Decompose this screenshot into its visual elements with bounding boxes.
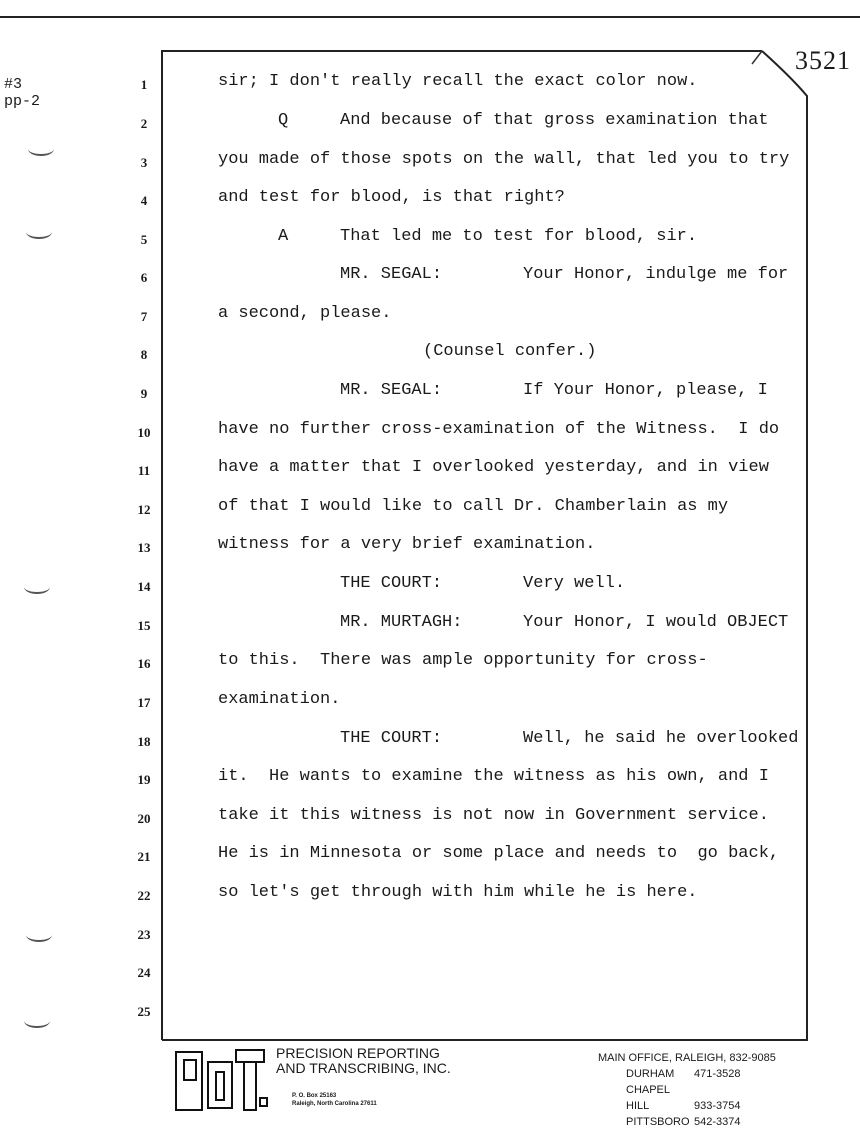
speaker-label: MR. MURTAGH: xyxy=(340,613,463,632)
speaker-label: MR. SEGAL: xyxy=(340,381,443,400)
line-number: 1 xyxy=(140,77,148,92)
office-row xyxy=(598,1082,776,1114)
line-number: 15 xyxy=(137,618,151,633)
office-row xyxy=(598,1114,776,1130)
transcript-line: have a matter that I overlooked yesterday, and in view xyxy=(218,458,769,477)
office-phone: 933-3754 xyxy=(694,1100,741,1112)
office-city: DURHAM xyxy=(626,1068,675,1080)
line-number: 10 xyxy=(137,425,151,440)
page-number: 3521 xyxy=(795,46,851,75)
transcript-line: of that I would like to call Dr. Chamberlain as my xyxy=(218,497,729,516)
company-logo xyxy=(172,1046,268,1114)
transcript-line: take it this witness is not now in Government service. xyxy=(218,806,769,825)
transcript-line: Well, he said he overlooked xyxy=(523,729,799,748)
line-number: 20 xyxy=(137,811,151,826)
transcript-line: you made of those spots on the wall, that led you to try xyxy=(218,150,790,169)
answer-marker: A xyxy=(278,227,289,246)
transcript-line: If Your Honor, please, I xyxy=(523,381,768,400)
speaker-label: THE COURT: xyxy=(340,574,443,593)
hole-punch-mark xyxy=(26,928,52,942)
address-line: P. O. Box 25163 xyxy=(292,1093,337,1099)
parenthetical: (Counsel confer.) xyxy=(423,342,597,361)
line-number: 16 xyxy=(137,656,151,671)
company-name-line: AND TRANSCRIBING, INC. xyxy=(276,1060,451,1076)
company-address xyxy=(292,1092,377,1108)
line-number: 9 xyxy=(140,386,148,401)
line-number: 17 xyxy=(137,695,151,710)
top-rule xyxy=(0,16,860,18)
office-list xyxy=(598,1050,776,1130)
line-number: 4 xyxy=(140,193,148,208)
company-name xyxy=(276,1046,451,1076)
margin-note: #3 xyxy=(4,76,23,93)
line-number: 13 xyxy=(137,540,151,555)
question-marker: Q xyxy=(278,111,289,130)
transcript-line: Your Honor, I would OBJECT xyxy=(523,613,789,632)
line-number: 2 xyxy=(140,116,148,131)
transcript-line: witness for a very brief examination. xyxy=(218,535,596,554)
line-number: 6 xyxy=(140,270,148,285)
hole-punch-mark xyxy=(24,1014,50,1028)
transcript-line: to this. There was ample opportunity for cross- xyxy=(218,651,708,670)
hole-punch-mark xyxy=(28,142,54,156)
speaker-label: MR. SEGAL: xyxy=(340,265,443,284)
transcript-line: He is in Minnesota or some place and needs to go back, xyxy=(218,844,780,863)
address-line: Raleigh, North Carolina 27611 xyxy=(292,1101,377,1107)
line-number: 11 xyxy=(137,463,151,478)
line-number: 14 xyxy=(137,579,151,594)
transcript-line: Very well. xyxy=(523,574,626,593)
transcript-line: and test for blood, is that right? xyxy=(218,188,565,207)
transcript-line: examination. xyxy=(218,690,341,709)
company-name-line: PRECISION REPORTING xyxy=(276,1045,440,1061)
office-row xyxy=(598,1066,776,1082)
line-number: 19 xyxy=(137,772,151,787)
speaker-label: THE COURT: xyxy=(340,729,443,748)
hole-punch-mark xyxy=(24,580,50,594)
transcript-line: it. He wants to examine the witness as his own, and I xyxy=(218,767,769,786)
line-number: 21 xyxy=(137,849,151,864)
line-number: 23 xyxy=(137,927,151,942)
line-number: 7 xyxy=(140,309,148,324)
transcript-line: a second, please. xyxy=(218,304,392,323)
line-number: 8 xyxy=(140,347,148,362)
line-number: 25 xyxy=(137,1004,151,1019)
line-number: 22 xyxy=(137,888,151,903)
transcript-line: sir; I don't really recall the exact color now. xyxy=(218,72,698,91)
office-city: CHAPEL HILL xyxy=(626,1084,670,1112)
office-city: PITTSBORO xyxy=(626,1116,690,1128)
line-number: 3 xyxy=(140,155,148,170)
hole-punch-mark xyxy=(26,225,52,239)
transcript-line: have no further cross-examination of the Witness. I do xyxy=(218,420,780,439)
transcript-line: That led me to test for blood, sir. xyxy=(340,227,698,246)
line-number: 24 xyxy=(137,965,151,980)
office-phone: 542-3374 xyxy=(694,1116,741,1128)
margin-note: pp-2 xyxy=(4,93,41,110)
main-office: MAIN OFFICE, RALEIGH, 832-9085 xyxy=(598,1052,776,1064)
office-phone: 471-3528 xyxy=(694,1068,741,1080)
line-number: 12 xyxy=(137,502,151,517)
transcript-line: so let's get through with him while he is here. xyxy=(218,883,698,902)
transcript-line: And because of that gross examination that xyxy=(340,111,769,130)
line-number: 18 xyxy=(137,734,151,749)
transcript-line: Your Honor, indulge me for xyxy=(523,265,789,284)
line-number: 5 xyxy=(140,232,148,247)
